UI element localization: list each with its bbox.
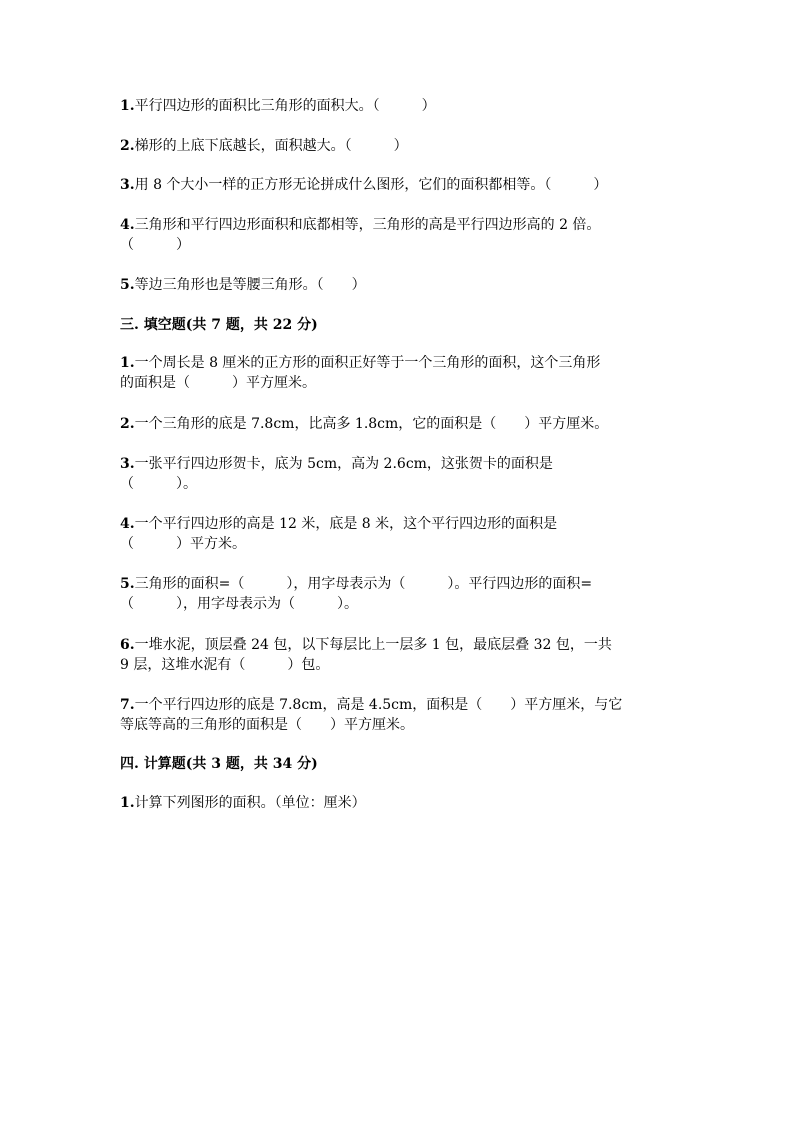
section-heading-fill: 三. 填空题(共 7 题，共 22 分) [120,317,318,333]
question-number: 5. [120,576,135,592]
question-text: 梯形的上底下底越长，面积越大。（ ） [134,138,408,154]
judge-question-3 [120,175,680,195]
section-heading-calc: 四. 计算题(共 3 题，共 34 分) [120,756,318,772]
question-text: 一个平行四边形的底是 7.8cm，高是 4.5cm，面积是（ ）平方厘米，与它 等底等高的三角形的面积是（ ）平方厘米。 [120,697,623,733]
judge-question-1 [120,96,680,116]
judge-question-4 [120,215,680,255]
fill-question-1 [120,353,680,393]
question-number: 4. [120,217,135,233]
question-text: 一个平行四边形的高是 12 米，底是 8 米，这个平行四边形的面积是 （ ）平方米。 [120,516,558,552]
question-text: 计算下列图形的面积。（单位：厘米） [134,795,366,811]
question-text: 一个周长是 8 厘米的正方形的面积正好等于一个三角形的面积，这个三角形 的面积是（ ）平方厘米。 [120,355,601,391]
question-text: 三角形和平行四边形面积和底都相等，三角形的高是平行四边形高的 2 倍。 （ ） [120,217,601,253]
fill-question-2 [120,414,680,434]
fill-question-4 [120,514,680,554]
question-text: 用 8 个大小一样的正方形无论拼成什么图形，它们的面积都相等。（ ） [134,177,608,193]
question-number: 4. [120,516,135,532]
question-number: 2. [120,138,135,154]
judge-question-2 [120,136,680,156]
calc-question-1 [120,793,680,813]
question-number: 1. [120,355,135,371]
question-number: 7. [120,697,135,713]
question-number: 6. [120,637,135,653]
question-text: 一张平行四边形贺卡，底为 5cm，高为 2.6cm，这张贺卡的面积是 （ ）。 [120,456,553,492]
question-number: 5. [120,277,135,293]
fill-question-7 [120,695,680,735]
question-number: 1. [120,98,135,114]
judge-question-5 [120,275,680,295]
fill-question-5 [120,574,680,614]
question-number: 3. [120,456,135,472]
question-text: 等边三角形也是等腰三角形。（ ） [134,277,366,293]
fill-question-6 [120,635,680,675]
question-text: 一个三角形的底是 7.8cm，比高多 1.8cm，它的面积是（ ）平方厘米。 [134,416,609,432]
question-text: 一堆水泥，顶层叠 24 包，以下每层比上一层多 1 包，最底层叠 32 包，一共 9 层，这堆水泥有（ ）包。 [120,637,612,673]
question-number: 3. [120,177,135,193]
question-text: 三角形的面积=（ ），用字母表示为（ ）。平行四边形的面积= （ ），用字母表示为（ ）。 [120,576,593,612]
question-number: 1. [120,795,135,811]
question-text: 平行四边形的面积比三角形的面积大。（ ） [134,98,436,114]
question-number: 2. [120,416,135,432]
fill-question-3 [120,454,680,494]
